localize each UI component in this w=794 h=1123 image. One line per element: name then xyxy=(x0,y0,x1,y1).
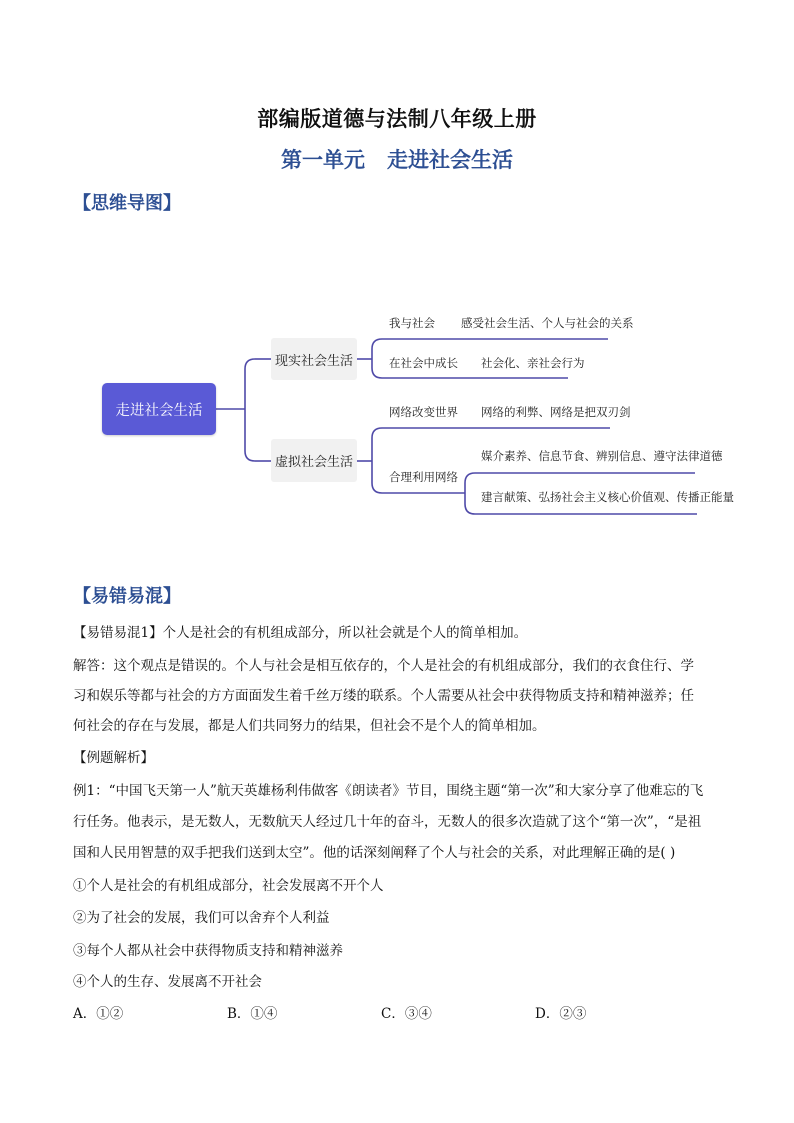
connector-item4-details xyxy=(465,473,475,514)
example-line: 国和人民用智慧的双手把我们送到太空”。他的话深刻阐释了个人与社会的关系，对此理解正确的是( ) xyxy=(73,845,676,861)
connector-b1-items xyxy=(372,339,382,378)
mindmap-detail: 社会化、亲社会行为 xyxy=(481,356,585,370)
mindmap-detail: 建言献策、弘扬社会主义核心价值观、传播正能量 xyxy=(481,490,734,504)
answer-line: 何社会的存在与发展，都是人们共同努力的结果，但社会不是个人的简单相加。 xyxy=(73,718,546,734)
example-heading: 【例题解析】 xyxy=(73,750,154,766)
mindmap-topic-use-network-wisely: 合理利用网络 xyxy=(389,470,458,484)
unit-number: 第一单元 xyxy=(281,148,365,172)
mindmap-detail: 网络的利弊、网络是把双刃剑 xyxy=(481,405,631,419)
error-item-statement: 个人是社会的有机组成部分，所以社会就是个人的简单相加。 xyxy=(162,625,528,641)
option-a[interactable]: A．①② xyxy=(73,1006,124,1022)
mindmap-branch-virtual: 虚拟社会生活 xyxy=(271,439,357,482)
option-b[interactable]: B．①④ xyxy=(227,1006,278,1022)
statement-1: ①个人是社会的有机组成部分，社会发展离不开个人 xyxy=(73,878,384,894)
mindmap-topic-network-changes-world: 网络改变世界 xyxy=(389,405,458,419)
error-item-tag: 【易错易混1】 xyxy=(73,625,163,641)
option-d[interactable]: D．②③ xyxy=(535,1006,587,1022)
document-title: 部编版道德与法制八年级上册 xyxy=(257,107,537,131)
unit-title: 走进社会生活 xyxy=(387,148,513,172)
errors-heading: 【易错易混】 xyxy=(73,586,181,607)
error-item-1 xyxy=(73,621,527,641)
statement-4: ④个人的生存、发展离不开社会 xyxy=(73,974,262,990)
mindmap-heading: 【思维导图】 xyxy=(73,193,181,214)
mindmap-branch-real: 现实社会生活 xyxy=(271,338,357,380)
example-line: 例1：“中国飞天第一人”航天英雄杨利伟做客《朗读者》节目，围绕主题“第一次”和大家分享了他难忘的飞 xyxy=(73,783,704,799)
statement-2: ②为了社会的发展，我们可以舍弃个人利益 xyxy=(73,910,330,926)
answer-line: 解答：这个观点是错误的。个人与社会是相互依存的，个人是社会的有机组成部分，我们的衣食住行、学 xyxy=(73,658,694,674)
mindmap-detail: 媒介素养、信息节食、辨别信息、遵守法律道德 xyxy=(481,449,723,463)
answer-line: 习和娱乐等都与社会的方方面面发生着千丝万缕的联系。个人需要从社会中获得物质支持和精神滋养；任 xyxy=(73,688,694,704)
mindmap-detail: 感受社会生活、个人与社会的关系 xyxy=(461,316,634,330)
mindmap-topic-me-and-society: 我与社会 xyxy=(389,316,435,330)
mindmap-root: 走进社会生活 xyxy=(102,383,216,435)
connector-root-branches xyxy=(245,359,255,461)
option-c[interactable]: C．③④ xyxy=(381,1006,432,1022)
connector-b2-items xyxy=(372,428,382,493)
statement-3: ③每个人都从社会中获得物质支持和精神滋养 xyxy=(73,943,343,959)
example-line: 行任务。他表示，是无数人，无数航天人经过几十年的奋斗，无数人的很多次造就了这个“第一次”，“是祖 xyxy=(73,814,702,830)
mindmap-topic-grow-in-society: 在社会中成长 xyxy=(389,356,458,370)
